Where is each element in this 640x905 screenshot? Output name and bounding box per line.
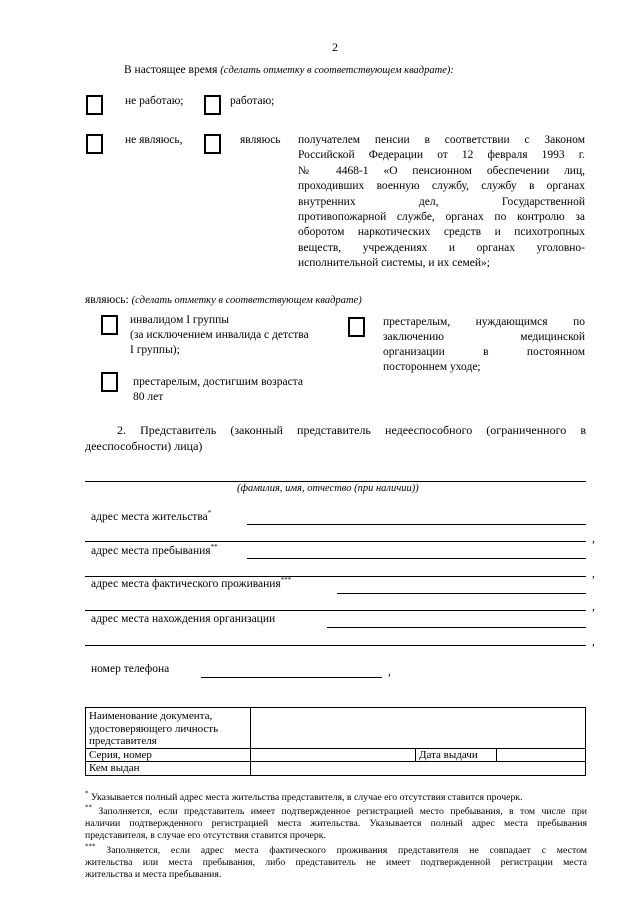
pensioner-checkbox[interactable] [204,134,221,154]
categories-prompt-label: являюсь: [85,294,129,306]
not-working-checkbox[interactable] [86,95,103,115]
pension-line: исполнительной системы, и их семей»; [298,257,490,270]
status-prompt-hint: (сделать отметку в соответствующем квадрате): [220,65,454,76]
residence-label-text: адрес места жительства [91,511,208,523]
elderly-care-line: престарелым, нуждающимся по [383,316,585,328]
comma: , [388,666,391,678]
footnote-3-text: Заполняется, если адрес места фактического проживания представителя не совпадает с местом [106,845,588,856]
pension-law-text [298,133,585,272]
footnote-1-text: Указывается полный адрес места жительства представителя, в случае его отсутствия ставится прочерк. [90,792,523,803]
status-prompt [124,64,454,76]
working-label: работаю; [230,95,275,107]
elderly-80-line: престарелым, достигшим возраста [133,376,303,388]
representative-heading-cont: дееспособности) лица) [85,439,203,453]
pension-line: № 4468-1 «О пенсионном обеспечении лиц, [298,164,585,177]
elderly-care-line: организации в постоянном [383,346,585,358]
phone-line[interactable] [201,677,382,678]
org-address-line-2[interactable] [85,645,586,646]
elderly-care-label [383,315,585,375]
elderly-80-line: 80 лет [133,391,164,403]
elderly-care-line: заключению медицинской [383,331,585,343]
doc-name-value[interactable] [251,708,586,749]
stay-address-line-2[interactable] [85,576,586,577]
disabled-label [130,313,309,358]
name-line[interactable] [85,481,586,482]
elderly-80-label [133,375,303,405]
series-number-value[interactable] [251,748,416,762]
series-number-label: Серия, номер [86,748,251,762]
footnote-2-text: Заполняется, если представитель имеет подтвержденное регистрацией место пребывания, в том числе при [98,806,588,817]
actual-address-line[interactable] [337,593,586,594]
doc-name-line: Наименование документа, [89,710,213,722]
footnote-2-line: наличии подтвержденного регистрацией места жительства. Указывается полный адрес места пребывания [85,818,587,829]
doc-name-line: представителя [89,735,157,747]
representative-heading: 2. Представитель (законный представитель недееспособного (ограниченного в [117,423,586,437]
residence-address-line-2[interactable] [85,541,586,542]
pension-line: противопожарной службе, органах по контролю за [298,211,585,224]
footnote-2-line: представителя, в случае его отсутствия ставится прочерк. [85,830,326,841]
actual-label-text: адрес места фактического проживания [91,578,281,590]
issued-by-value[interactable] [251,762,586,776]
pension-line: получателем пенсии в соответствии с Законом [298,134,585,146]
org-address-line[interactable] [327,627,586,628]
not-pensioner-label: не являюсь, [125,134,183,146]
footnote-3-line: жительства и места пребывания. [85,869,222,880]
disabled-line: инвалидом I группы [130,314,230,326]
elderly-care-line: постороннем уходе; [383,361,481,373]
categories-prompt-hint: (сделать отметку в соответствующем квадрате) [131,295,362,306]
status-prompt-label: В настоящее время [124,64,218,76]
footnote-2 [85,803,588,842]
comma: , [592,636,595,648]
doc-name-line: удостоверяющего личность [89,722,219,735]
doc-name-cell [86,708,251,749]
footnote-3-line [85,842,588,857]
not-pensioner-checkbox[interactable] [86,134,103,154]
elderly-care-checkbox[interactable] [348,317,365,337]
footnote-mark: ** [210,543,218,552]
footnote-1 [85,789,587,804]
elderly-80-checkbox[interactable] [101,372,118,392]
footnote-mark: ** [85,803,92,812]
categories-prompt [85,294,362,306]
org-address-label: адрес места нахождения организации [91,613,276,625]
comma: , [592,568,595,580]
actual-address-label [91,578,291,590]
comma: , [592,601,595,613]
pensioner-label: являюсь [240,134,281,146]
footnote-2-line [85,803,588,818]
phone-label: номер телефона [91,663,170,675]
stay-address-label [91,545,218,557]
disabled-line: I группы); [130,344,180,356]
disabled-line: (за исключением инвалида с детства [130,329,309,341]
stay-label-text: адрес места пребывания [91,545,211,557]
pension-line: внутренних дел, Государственной [298,195,585,208]
pension-line: проходивших военную службу, службу в органах [298,180,585,193]
disabled-checkbox[interactable] [101,315,118,335]
issued-by-label: Кем выдан [86,762,251,776]
issue-date-value[interactable] [497,748,586,762]
footnote-3 [85,842,588,881]
working-checkbox[interactable] [204,95,221,115]
not-working-label: не работаю; [125,95,184,107]
footnote-mark: * [207,509,212,518]
footnote-mark: * [85,789,89,798]
footnote-3-line: жительства или места пребывания, либо представитель не имеет подтвержденной регистрации места [85,857,587,868]
pension-line: Российской Федерации от 12 февраля 1993 г. [298,149,585,162]
stay-address-line[interactable] [247,558,586,559]
pension-line: оборотом наркотических средств и психотропных [298,226,585,239]
footnote-mark: *** [280,576,292,585]
actual-address-line-2[interactable] [85,610,586,611]
name-caption: (фамилия, имя, отчество (при наличии)) [237,483,419,494]
pension-line: веществ, учреждениях и органах уголовно- [298,241,585,254]
footnote-mark: *** [85,842,96,851]
residence-address-label [91,511,211,523]
residence-address-line[interactable] [247,524,586,525]
issue-date-label: Дата выдачи [416,748,497,762]
comma: , [592,533,595,545]
page-number: 2 [332,40,338,54]
id-document-table [85,707,586,776]
